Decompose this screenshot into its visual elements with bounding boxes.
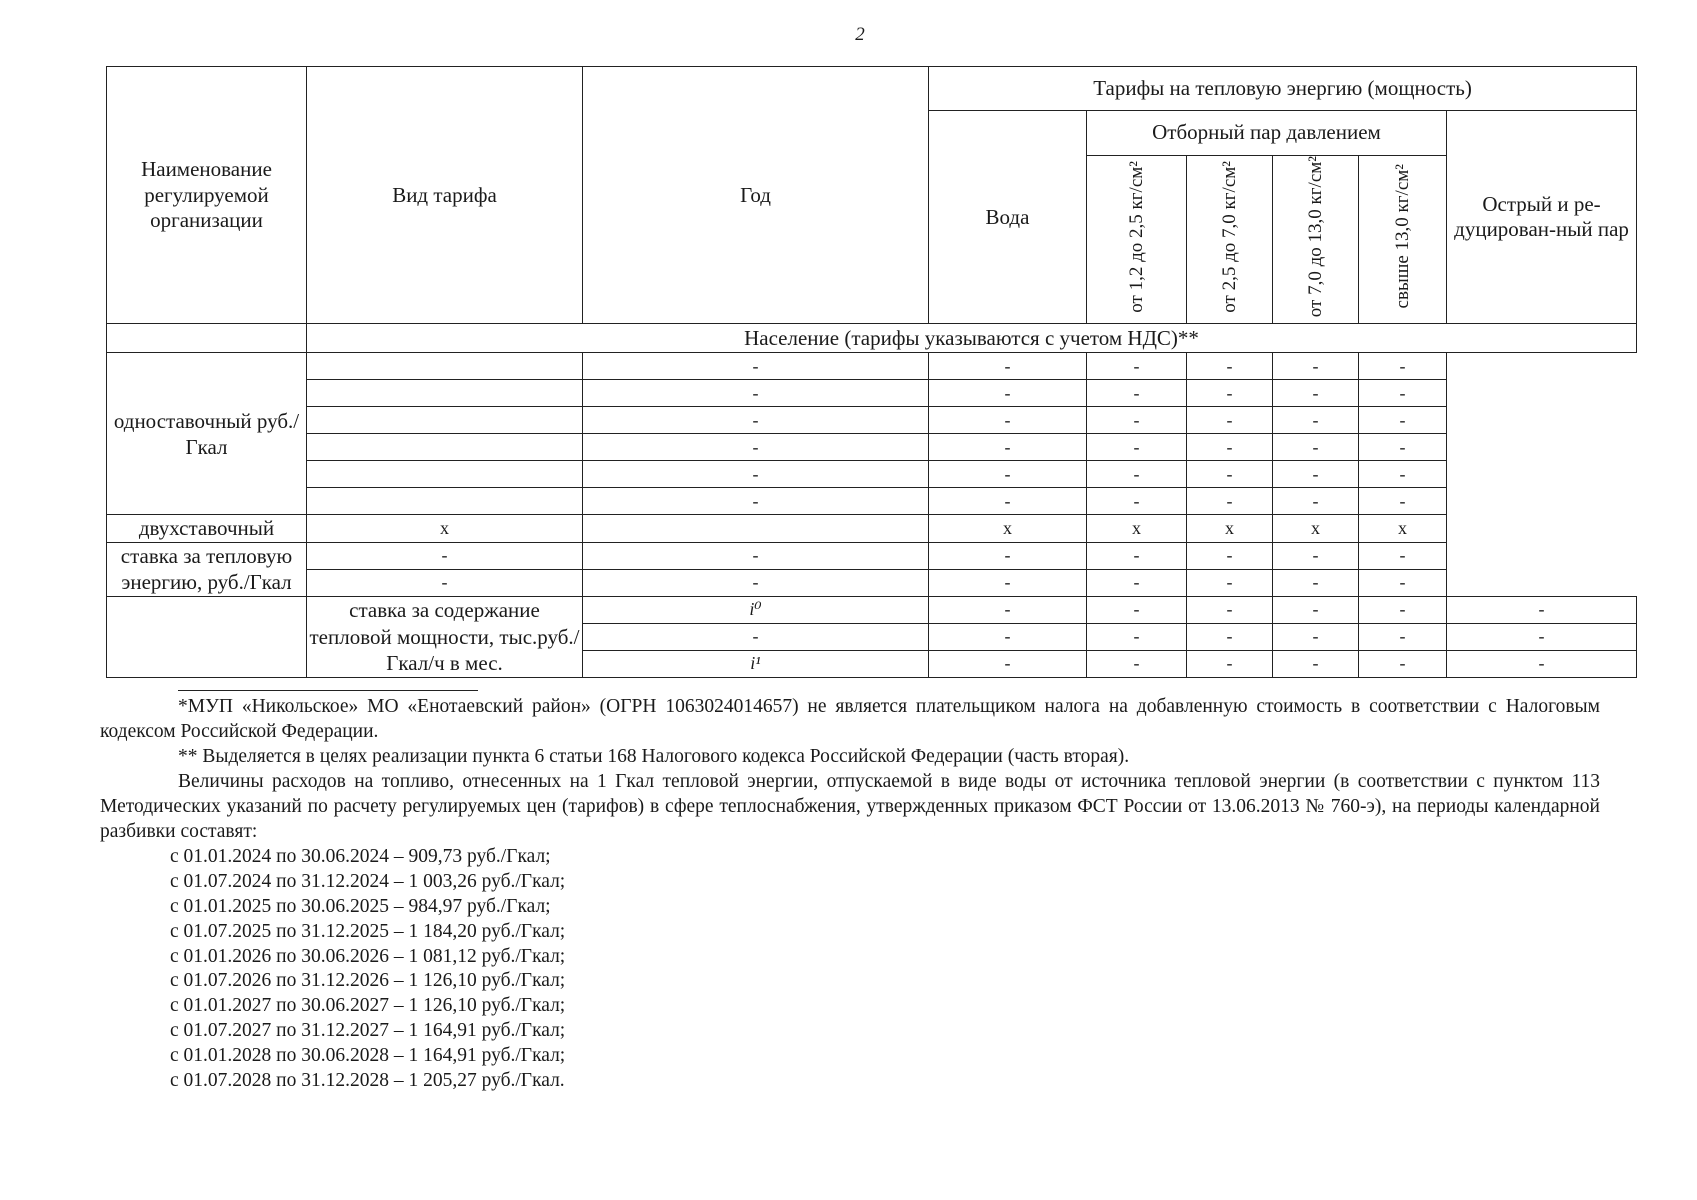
table-cell: - bbox=[1087, 488, 1187, 515]
table-cell: - bbox=[1273, 623, 1359, 650]
org-name-cell bbox=[107, 324, 307, 353]
table-cell: - bbox=[929, 596, 1087, 623]
table-cell: - bbox=[1087, 407, 1187, 434]
header-pressure-1 bbox=[1087, 156, 1187, 324]
header-pressure-1-text: от 1,2 до 2,5 кг/см² bbox=[1125, 160, 1147, 313]
table-cell: - bbox=[1359, 353, 1447, 380]
table-cell: i¹ bbox=[583, 650, 929, 677]
table-cell: - bbox=[929, 650, 1087, 677]
period-item: с 01.07.2028 по 31.12.2028 – 1 205,27 руб./Гкал. bbox=[170, 1070, 565, 1092]
table-cell: - bbox=[583, 569, 929, 596]
table-cell bbox=[307, 380, 583, 407]
periods-list bbox=[100, 845, 1600, 1095]
header-pressure-3 bbox=[1273, 156, 1359, 324]
table-cell: - bbox=[1187, 623, 1273, 650]
table-cell: - bbox=[1187, 569, 1273, 596]
table-cell: - bbox=[929, 407, 1087, 434]
header-pressure-3-text: от 7,0 до 13,0 кг/см² bbox=[1304, 156, 1326, 318]
table-cell: - bbox=[1273, 380, 1359, 407]
table-cell: - bbox=[583, 407, 929, 434]
table-cell: - bbox=[1087, 569, 1187, 596]
table-cell: - bbox=[929, 488, 1087, 515]
notes-section bbox=[100, 690, 1600, 1094]
table-cell bbox=[307, 461, 583, 488]
table-cell: - bbox=[1087, 650, 1187, 677]
org-name-cell bbox=[107, 596, 307, 677]
table-cell: - bbox=[307, 569, 583, 596]
header-sharp-steam: Острый и ре-дуцирован-ный пар bbox=[1447, 111, 1637, 324]
table-row bbox=[107, 488, 1637, 515]
table-cell: - bbox=[1087, 380, 1187, 407]
tariff-label: ставка за тепловую энергию, руб./Гкал bbox=[107, 542, 307, 596]
period-item: с 01.07.2025 по 31.12.2025 – 1 184,20 руб./Гкал; bbox=[170, 920, 566, 942]
table-cell: - bbox=[583, 380, 929, 407]
table-cell: - bbox=[1187, 488, 1273, 515]
table-cell: - bbox=[1187, 407, 1273, 434]
footnote-rule bbox=[178, 690, 478, 691]
header-pressure-2 bbox=[1187, 156, 1273, 324]
table-cell: - bbox=[1087, 542, 1187, 569]
page-number: 2 bbox=[855, 24, 865, 45]
table-cell: - bbox=[1273, 407, 1359, 434]
period-item: с 01.01.2026 по 30.06.2026 – 1 081,12 руб./Гкал; bbox=[170, 945, 566, 967]
table-cell: - bbox=[307, 542, 583, 569]
table-cell: - bbox=[583, 434, 929, 461]
table-cell: - bbox=[929, 542, 1087, 569]
header-pressure-2-text: от 2,5 до 7,0 кг/см² bbox=[1218, 160, 1240, 313]
period-item: с 01.07.2027 по 31.12.2027 – 1 164,91 руб./Гкал; bbox=[170, 1020, 566, 1042]
table-cell: - bbox=[929, 569, 1087, 596]
header-thermal-group: Тарифы на тепловую энергию (мощность) bbox=[929, 67, 1637, 111]
table-row bbox=[107, 461, 1637, 488]
table-cell: - bbox=[1273, 461, 1359, 488]
period-item: с 01.01.2025 по 30.06.2025 – 984,97 руб./Гкал; bbox=[170, 895, 551, 917]
table-cell: - bbox=[929, 623, 1087, 650]
table-cell: - bbox=[1273, 353, 1359, 380]
header-year: Год bbox=[583, 67, 929, 324]
table-cell: - bbox=[1359, 650, 1447, 677]
tariff-label: ставка за содержание тепловой мощности, тыс.руб./Гкал/ч в мес. bbox=[307, 596, 583, 677]
table-cell: - bbox=[1187, 353, 1273, 380]
table-cell: - bbox=[1359, 542, 1447, 569]
table-cell: x bbox=[1187, 515, 1273, 542]
table-cell: - bbox=[1273, 434, 1359, 461]
table-cell: - bbox=[1273, 569, 1359, 596]
period-item: с 01.01.2027 по 30.06.2027 – 1 126,10 руб./Гкал; bbox=[170, 995, 566, 1017]
footnote-1: *МУП «Никольское» МО «Енотаевский район» (ОГРН 1063024014657) не является плательщиком налога на добавленную стоимость в соответствии с Налоговым кодексом Российской Федерации. bbox=[100, 696, 1600, 742]
table-cell: x bbox=[1087, 515, 1187, 542]
table-cell bbox=[307, 353, 583, 380]
table-row bbox=[107, 353, 1637, 380]
header-pressure-4 bbox=[1359, 156, 1447, 324]
table-cell: - bbox=[1187, 650, 1273, 677]
table-cell bbox=[307, 407, 583, 434]
table-cell: - bbox=[1187, 380, 1273, 407]
table-cell bbox=[583, 515, 929, 542]
table-cell: - bbox=[1087, 623, 1187, 650]
table-cell: - bbox=[1359, 623, 1447, 650]
table-cell: - bbox=[583, 461, 929, 488]
tariff-table bbox=[106, 66, 1637, 678]
table-row bbox=[107, 542, 1637, 569]
footnote-2: ** Выделяется в целях реализации пункта 6 статьи 168 Налогового кодекса Российской Федерации (часть вторая). bbox=[178, 745, 1130, 767]
tariff-label: одноставочный руб./Гкал bbox=[107, 353, 307, 515]
table-cell: - bbox=[1273, 488, 1359, 515]
table-cell: - bbox=[1187, 434, 1273, 461]
table-cell bbox=[307, 488, 583, 515]
table-cell: - bbox=[1273, 596, 1359, 623]
table-cell: - bbox=[583, 542, 929, 569]
table-cell: - bbox=[1359, 596, 1447, 623]
table-cell: - bbox=[929, 380, 1087, 407]
table-row bbox=[107, 407, 1637, 434]
table-cell: - bbox=[583, 353, 929, 380]
period-item: с 01.01.2028 по 30.06.2028 – 1 164,91 руб./Гкал; bbox=[170, 1045, 566, 1067]
table-cell: x bbox=[929, 515, 1087, 542]
table-cell: - bbox=[1187, 461, 1273, 488]
table-cell bbox=[307, 434, 583, 461]
table-cell: - bbox=[1087, 434, 1187, 461]
table-cell: - bbox=[1359, 407, 1447, 434]
table-cell: - bbox=[1359, 488, 1447, 515]
header-tariff-type: Вид тарифа bbox=[307, 67, 583, 324]
header-water: Вода bbox=[929, 111, 1087, 324]
fuel-costs-paragraph: Величины расходов на топливо, отнесенных на 1 Гкал тепловой энергии, отпускаемой в виде воды от источника тепловой энергии (в соответствии с пунктом 113 Методических указаний по расчету регулируемых цен (тарифов) в сфере теплоснабжения, утвержденных приказом ФСТ России от 13.06.2013 № 760-э), на периоды календарной разбивки составят: bbox=[100, 770, 1600, 842]
table-cell: - bbox=[1359, 569, 1447, 596]
table-cell: - bbox=[1273, 650, 1359, 677]
table-cell: - bbox=[1359, 380, 1447, 407]
table-cell: - bbox=[1087, 461, 1187, 488]
tariff-table-container bbox=[106, 66, 1636, 678]
table-cell: - bbox=[1447, 650, 1637, 677]
section-title: Население (тарифы указываются с учетом НДС)** bbox=[307, 324, 1637, 353]
period-item: с 01.07.2026 по 31.12.2026 – 1 126,10 руб./Гкал; bbox=[170, 970, 566, 992]
table-cell: - bbox=[583, 488, 929, 515]
table-row bbox=[107, 515, 1637, 542]
tariff-label: двухставочный bbox=[107, 515, 307, 542]
table-cell: - bbox=[583, 623, 929, 650]
table-cell: x bbox=[307, 515, 583, 542]
table-cell: - bbox=[1359, 434, 1447, 461]
header-org-name: Наименование регулируемой организации bbox=[107, 67, 307, 324]
table-cell: x bbox=[1273, 515, 1359, 542]
table-cell: - bbox=[1087, 353, 1187, 380]
header-extraction-steam: Отборный пар давлением bbox=[1087, 111, 1447, 156]
table-row bbox=[107, 380, 1637, 407]
table-row bbox=[107, 596, 1637, 623]
table-cell: - bbox=[1087, 596, 1187, 623]
table-cell: - bbox=[1187, 542, 1273, 569]
table-cell: - bbox=[929, 461, 1087, 488]
table-row bbox=[107, 434, 1637, 461]
table-cell: x bbox=[1359, 515, 1447, 542]
table-cell: - bbox=[929, 434, 1087, 461]
table-row bbox=[107, 569, 1637, 596]
table-cell: - bbox=[929, 353, 1087, 380]
table-cell: - bbox=[1187, 596, 1273, 623]
table-cell: - bbox=[1447, 596, 1637, 623]
table-cell: - bbox=[1359, 461, 1447, 488]
table-cell: - bbox=[1447, 623, 1637, 650]
header-pressure-4-text: свыше 13,0 кг/см² bbox=[1391, 164, 1413, 309]
period-item: с 01.07.2024 по 31.12.2024 – 1 003,26 руб./Гкал; bbox=[170, 870, 566, 892]
period-item: с 01.01.2024 по 30.06.2024 – 909,73 руб./Гкал; bbox=[170, 845, 551, 867]
table-cell: i⁰ bbox=[583, 596, 929, 623]
table-cell: - bbox=[1273, 542, 1359, 569]
